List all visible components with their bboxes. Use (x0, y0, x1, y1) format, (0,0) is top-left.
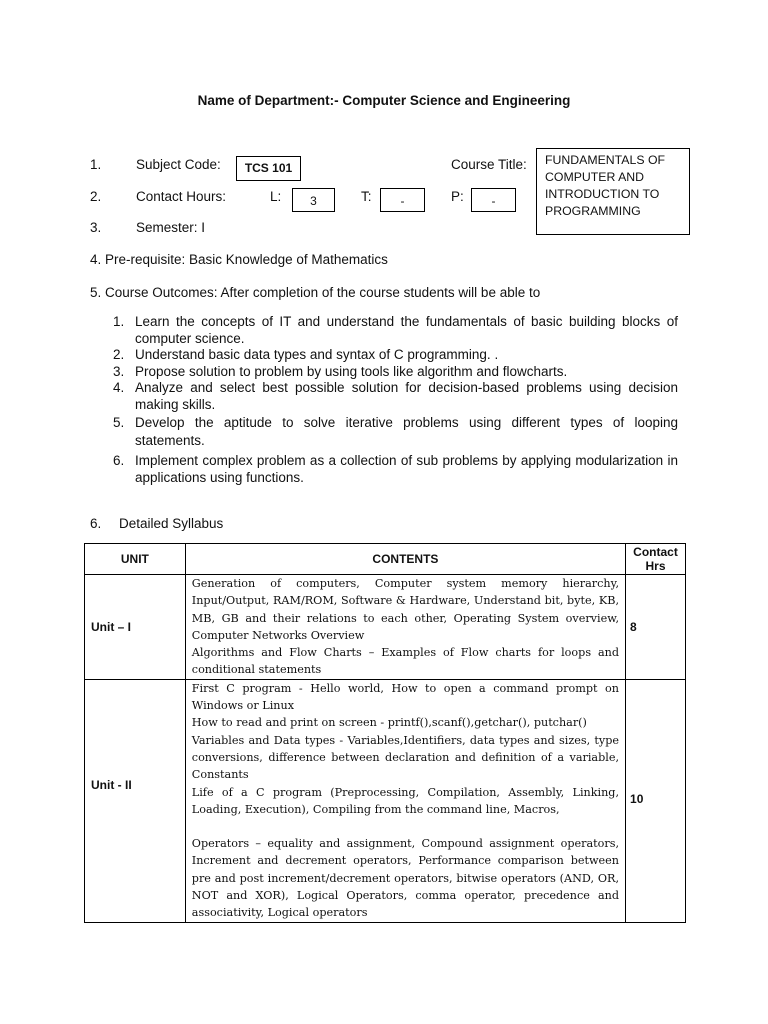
semester-number: 3. (90, 220, 102, 235)
unit-contents (185, 575, 625, 680)
content-paragraph: Operators – equality and assignment, Compound assignment operators, Increment and decrement operators, Performance comparison between pre and post increment/decrement operators, bitwise operators (AND, OR, NOT and XOR), Logical Operators, comma operator, precedence and associativity, Logical operators (191, 837, 620, 920)
unit-label: Unit - II (85, 679, 186, 922)
practical-label: P: (451, 189, 464, 204)
contact-hours-value: 8 (626, 575, 686, 680)
content-paragraph: How to read and print on screen - printf(),scanf(),getchar(), putchar() (191, 716, 587, 730)
outcome-number: 4. (113, 380, 125, 395)
outcome-number: 5. (113, 415, 125, 430)
prerequisite: 4. Pre-requisite: Basic Knowledge of Mathematics (90, 252, 388, 267)
lecture-label: L: (270, 189, 282, 204)
contact-hours-number: 2. (90, 189, 102, 204)
syllabus-heading: Detailed Syllabus (119, 516, 224, 531)
unit-contents (185, 679, 625, 922)
outcome-item (113, 314, 678, 347)
course-title-value: FUNDAMENTALS OF COMPUTER AND INTRODUCTION TO PROGRAMMING (536, 148, 690, 235)
contents-column-header: CONTENTS (185, 544, 625, 575)
outcome-text: Learn the concepts of IT and understand the fundamentals of basic building blocks of computer science. (135, 314, 678, 346)
table-row (85, 679, 686, 922)
outcome-item (113, 347, 678, 364)
content-paragraph: First C program - Hello world, How to open a command prompt on Windows or Linux (191, 681, 620, 713)
contact-hours-value: 10 (626, 679, 686, 922)
syllabus-table (84, 543, 686, 923)
course-title-label: Course Title: (451, 157, 527, 172)
outcome-number: 6. (113, 453, 125, 468)
outcome-text: Understand basic data types and syntax of C programming. . (135, 347, 499, 362)
outcome-number: 2. (113, 347, 125, 362)
subject-code-number: 1. (90, 157, 102, 172)
content-paragraph: Algorithms and Flow Charts – Examples of Flow charts for loops and conditional statements (191, 646, 620, 677)
outcome-text: Analyze and select best possible solution for decision-based problems using decision making skills. (135, 380, 678, 412)
contact-hours-label: Contact Hours: (136, 189, 227, 204)
practical-hours-value: - (471, 188, 516, 212)
unit-label: Unit – I (85, 575, 186, 680)
content-paragraph: Life of a C program (Preprocessing, Compilation, Assembly, Linking, Loading, Execution), Compiling from the command line, Macros, (191, 785, 620, 816)
outcome-item (113, 380, 678, 413)
semester-label: Semester: I (136, 220, 206, 235)
course-outcomes-heading: 5. Course Outcomes: After completion of the course students will be able to (90, 285, 541, 300)
subject-code-value: TCS 101 (236, 156, 301, 181)
outcome-text: Implement complex problem as a collection of sub problems by applying modularization in applications using functions. (135, 453, 678, 485)
outcome-text: Propose solution to problem by using tools like algorithm and flowcharts. (135, 363, 568, 379)
content-paragraph: Variables and Data types - Variables,Identifiers, data types and sizes, type conversions, difference between declaration and definition of a variable, Constants (191, 733, 620, 782)
syllabus-header-row (85, 544, 686, 575)
outcome-text: Develop the aptitude to solve iterative problems using different types of looping statements. (135, 415, 678, 448)
syllabus-heading-number: 6. (90, 516, 102, 531)
unit-column-header: UNIT (85, 544, 186, 575)
tutorial-hours-value: - (380, 188, 425, 212)
department-heading: Name of Department:- Computer Science and Engineering (197, 93, 571, 108)
outcome-number: 1. (113, 314, 125, 329)
subject-code-label: Subject Code: (136, 157, 221, 172)
outcome-number: 3. (113, 363, 125, 379)
outcome-item (113, 364, 678, 381)
outcome-item (113, 453, 678, 486)
table-row (85, 575, 686, 680)
outcome-item (113, 414, 678, 450)
course-outcomes-list (113, 314, 678, 486)
paragraph-gap (192, 818, 619, 835)
content-paragraph: Generation of computers, Computer system memory hierarchy, Input/Output, RAM/ROM, Software & Hardware, Understand bit, byte, KB, MB, GB and their relations to each other, Operating System overview, Computer Networks Overview (191, 577, 620, 642)
tutorial-label: T: (361, 189, 372, 204)
hrs-column-header: Contact Hrs (626, 544, 686, 575)
lecture-hours-value: 3 (292, 188, 335, 212)
